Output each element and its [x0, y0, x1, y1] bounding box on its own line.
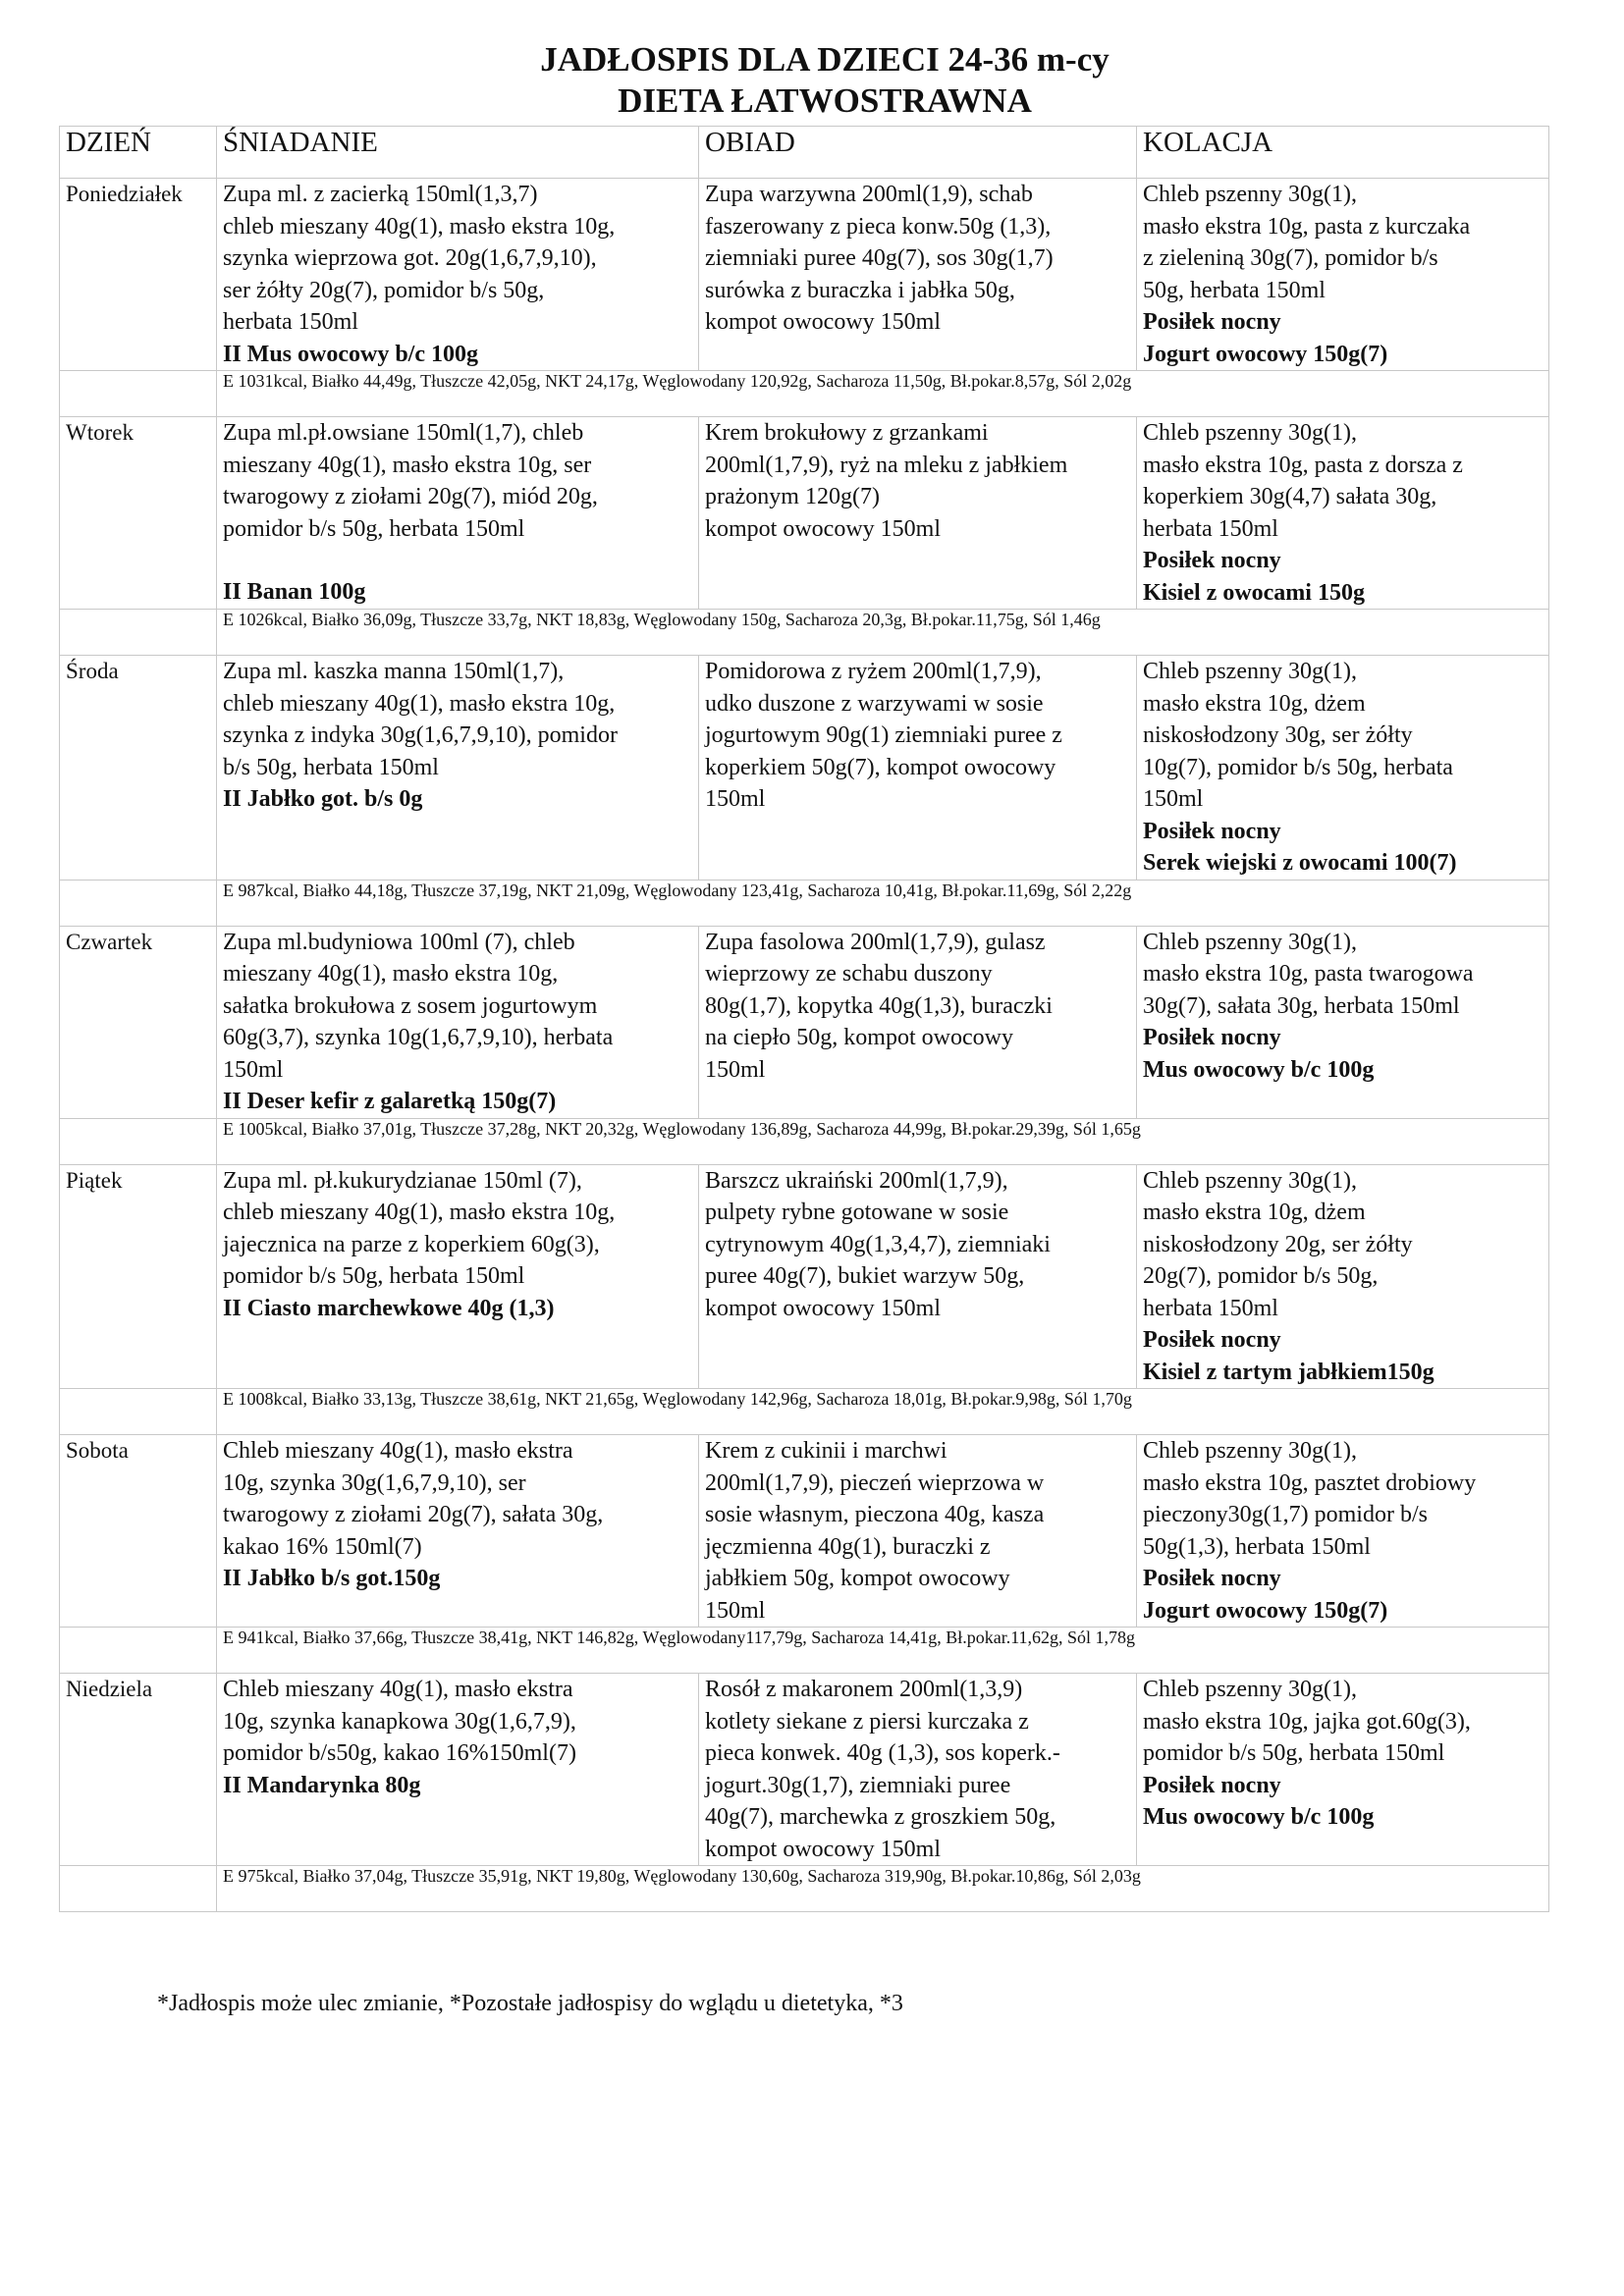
meal-item: prażonym 120g(7)	[705, 484, 880, 509]
meal-item: jogurt.30g(1,7), ziemniaki puree	[705, 1772, 1011, 1798]
meal-item-highlight: II Banan 100g	[223, 579, 366, 605]
meal-item: niskosłodzony 20g, ser żółty	[1143, 1231, 1413, 1257]
title-line-2: DIETA ŁATWOSTRAWNA	[618, 81, 1032, 120]
meal-item-highlight: II Deser kefir z galaretką 150g(7)	[223, 1089, 557, 1114]
meal-item: pomidor b/s 50g, herbata 150ml	[1143, 1740, 1445, 1766]
day-row	[60, 1674, 1549, 1866]
meal-item: mieszany 40g(1), masło ekstra 10g,	[223, 961, 559, 987]
meal-item: jogurtowym 90g(1) ziemniaki puree z	[705, 722, 1062, 748]
meal-item: faszerowany z pieca konw.50g (1,3),	[705, 213, 1052, 240]
dinner-cell	[1137, 926, 1549, 1118]
meal-item-highlight: Jogurt owocowy 150g(7)	[1143, 1597, 1388, 1624]
dinner-cell	[1137, 179, 1549, 371]
meal-item: 200ml(1,7,9), ryż na mleku z jabłkiem	[705, 452, 1068, 478]
blank-line	[223, 545, 692, 576]
nutrition-summary: E 975kcal, Białko 37,04g, Tłuszcze 35,91g, NKT 19,80g, Węglowodany 130,60g, Sacharoza 319,90g, Bł.pokar.10,86g, Sól 2,03g	[217, 1866, 1549, 1912]
meal-item-highlight: II Jabłko got. b/s 0g	[223, 786, 423, 812]
meal-item: jabłkiem 50g, kompot owocowy	[705, 1566, 1010, 1591]
meal-item-highlight: II Ciasto marchewkowe 40g (1,3)	[223, 1295, 555, 1321]
meal-item: sosie własnym, pieczona 40g, kasza	[705, 1502, 1045, 1527]
meal-item: masło ekstra 10g, dżem	[1143, 690, 1366, 717]
meal-item: 150ml	[705, 786, 766, 812]
day-row	[60, 179, 1549, 371]
meal-item: pulpety rybne gotowane w sosie	[705, 1200, 1009, 1225]
meal-item: pomidor b/s50g, kakao 16%150ml(7)	[223, 1740, 576, 1766]
meal-item: koperkiem 50g(7), kompot owocowy	[705, 754, 1056, 780]
meal-item: 80g(1,7), kopytka 40g(1,3), buraczki	[705, 992, 1053, 1019]
nutrition-row	[60, 1628, 1549, 1674]
meal-item-highlight: II Mus owocowy b/c 100g	[223, 341, 479, 367]
meal-item: 30g(7), sałata 30g, herbata 150ml	[1143, 992, 1460, 1019]
meal-item: pomidor b/s 50g, herbata 150ml	[223, 515, 525, 542]
meal-item-highlight: Posiłek nocny	[1143, 548, 1281, 573]
meal-item: jęczmienna 40g(1), buraczki z	[705, 1533, 991, 1560]
meal-item: Zupa ml. pł.kukurydzianae 150ml (7),	[223, 1167, 582, 1194]
meal-item-highlight: Serek wiejski z owocami 100(7)	[1143, 850, 1457, 876]
nutrition-summary: E 941kcal, Białko 37,66g, Tłuszcze 38,41g, NKT 146,82g, Węglowodany117,79g, Sacharoza 14,41g, Bł.pokar.11,62g, Sól 1,78g	[217, 1628, 1549, 1674]
meal-item-highlight: Kisiel z owocami 150g	[1143, 579, 1365, 606]
dinner-cell	[1137, 417, 1549, 610]
meal-item: 150ml	[1143, 786, 1204, 812]
day-row	[60, 417, 1549, 610]
meal-item: pieca konwek. 40g (1,3), sos koperk.-	[705, 1740, 1060, 1766]
meal-item: wieprzowy ze schabu duszony	[705, 961, 993, 987]
nutrition-row	[60, 610, 1549, 656]
meal-item-highlight: II Jabłko b/s got.150g	[223, 1566, 441, 1591]
day-name: Piątek	[60, 1164, 217, 1389]
day-name: Wtorek	[60, 417, 217, 610]
meal-item: chleb mieszany 40g(1), masło ekstra 10g,	[223, 213, 616, 240]
meal-item: Zupa ml. kaszka manna 150ml(1,7),	[223, 659, 565, 684]
meal-item: ziemniaki puree 40g(7), sos 30g(1,7)	[705, 245, 1054, 271]
meal-item-highlight: Posiłek nocny	[1143, 818, 1281, 844]
nutrition-spacer	[60, 1389, 217, 1435]
breakfast-cell	[217, 1674, 699, 1866]
nutrition-row	[60, 1866, 1549, 1912]
nutrition-row	[60, 1389, 1549, 1435]
meal-item: Pomidorowa z ryżem 200ml(1,7,9),	[705, 659, 1042, 684]
meal-item: 10g, szynka kanapkowa 30g(1,6,7,9),	[223, 1708, 576, 1735]
meal-item: herbata 150ml	[223, 309, 358, 335]
menu-table	[59, 126, 1549, 1912]
meal-item: chleb mieszany 40g(1), masło ekstra 10g,	[223, 1200, 616, 1225]
dinner-cell	[1137, 1674, 1549, 1866]
lunch-cell	[699, 1435, 1137, 1628]
lunch-cell	[699, 1164, 1137, 1389]
breakfast-cell	[217, 417, 699, 610]
meal-item: Chleb pszenny 30g(1),	[1143, 420, 1357, 446]
meal-item: 60g(3,7), szynka 10g(1,6,7,9,10), herbata	[223, 1025, 614, 1050]
breakfast-cell	[217, 179, 699, 371]
meal-item: b/s 50g, herbata 150ml	[223, 754, 439, 780]
day-row	[60, 1164, 1549, 1389]
header-breakfast: ŚNIADANIE	[217, 127, 699, 179]
nutrition-spacer	[60, 610, 217, 656]
breakfast-cell	[217, 926, 699, 1118]
lunch-cell	[699, 656, 1137, 881]
meal-item: 150ml	[705, 1056, 766, 1083]
meal-item: Krem brokułowy z grzankami	[705, 420, 989, 446]
lunch-cell	[699, 179, 1137, 371]
dinner-cell	[1137, 656, 1549, 881]
meal-item-highlight: Mus owocowy b/c 100g	[1143, 1804, 1375, 1830]
nutrition-summary: E 1008kcal, Białko 33,13g, Tłuszcze 38,61g, NKT 21,65g, Węglowodany 142,96g, Sacharoza 18,01g, Bł.pokar.9,98g, Sól 1,70g	[217, 1389, 1549, 1435]
day-row	[60, 926, 1549, 1118]
meal-item: kompot owocowy 150ml	[705, 1836, 941, 1862]
meal-item: 50g, herbata 150ml	[1143, 277, 1326, 303]
title-line-1: JADŁOSPIS DLA DZIECI 24-36 m-cy	[540, 40, 1110, 79]
meal-item: koperkiem 30g(4,7) sałata 30g,	[1143, 484, 1437, 509]
meal-item: niskosłodzony 30g, ser żółty	[1143, 722, 1413, 748]
day-name: Czwartek	[60, 926, 217, 1118]
meal-item: masło ekstra 10g, pasztet drobiowy	[1143, 1469, 1477, 1496]
meal-item: Chleb mieszany 40g(1), masło ekstra	[223, 1438, 573, 1464]
meal-item: masło ekstra 10g, pasta z kurczaka	[1143, 213, 1471, 240]
nutrition-row	[60, 1118, 1549, 1164]
meal-item: chleb mieszany 40g(1), masło ekstra 10g,	[223, 690, 616, 717]
day-name: Środa	[60, 656, 217, 881]
breakfast-cell	[217, 1164, 699, 1389]
meal-item: 150ml	[223, 1056, 284, 1083]
meal-item: szynka wieprzowa got. 20g(1,6,7,9,10),	[223, 245, 597, 271]
meal-item: Zupa ml.budyniowa 100ml (7), chleb	[223, 929, 575, 955]
meal-item: Barszcz ukraiński 200ml(1,7,9),	[705, 1167, 1008, 1194]
meal-item-highlight: Mus owocowy b/c 100g	[1143, 1056, 1375, 1083]
header-day: DZIEŃ	[60, 127, 217, 179]
meal-item-highlight: Posiłek nocny	[1143, 1772, 1281, 1798]
meal-item-highlight: II Mandarynka 80g	[223, 1772, 421, 1798]
meal-item: na ciepło 50g, kompot owocowy	[705, 1025, 1013, 1050]
nutrition-spacer	[60, 371, 217, 417]
nutrition-summary: E 1031kcal, Białko 44,49g, Tłuszcze 42,05g, NKT 24,17g, Węglowodany 120,92g, Sacharoza 11,50g, Bł.pokar.8,57g, Sól 2,02g	[217, 371, 1549, 417]
meal-item: puree 40g(7), bukiet warzyw 50g,	[705, 1263, 1025, 1289]
meal-item: pomidor b/s 50g, herbata 150ml	[223, 1263, 525, 1289]
nutrition-summary: E 987kcal, Białko 44,18g, Tłuszcze 37,19g, NKT 21,09g, Węglowodany 123,41g, Sacharoza 10,41g, Bł.pokar.11,69g, Sól 2,22g	[217, 880, 1549, 926]
lunch-cell	[699, 926, 1137, 1118]
meal-item: Zupa fasolowa 200ml(1,7,9), gulasz	[705, 929, 1046, 955]
meal-item-highlight: Kisiel z tartym jabłkiem150g	[1143, 1359, 1435, 1385]
meal-item: 10g(7), pomidor b/s 50g, herbata	[1143, 754, 1453, 780]
meal-item: Chleb pszenny 30g(1),	[1143, 1677, 1357, 1702]
header-lunch: OBIAD	[699, 127, 1137, 179]
nutrition-summary: E 1026kcal, Białko 36,09g, Tłuszcze 33,7g, NKT 18,83g, Węglowodany 150g, Sacharoza 20,3g, Bł.pokar.11,75g, Sól 1,46g	[217, 610, 1549, 656]
nutrition-summary: E 1005kcal, Białko 37,01g, Tłuszcze 37,28g, NKT 20,32g, Węglowodany 136,89g, Sacharoza 44,99g, Bł.pokar.29,39g, Sól 1,65g	[217, 1118, 1549, 1164]
meal-item: 50g(1,3), herbata 150ml	[1143, 1533, 1371, 1560]
header-dinner: KOLACJA	[1137, 127, 1549, 179]
day-name: Niedziela	[60, 1674, 217, 1866]
meal-item: Zupa ml.pł.owsiane 150ml(1,7), chleb	[223, 420, 584, 446]
breakfast-cell	[217, 656, 699, 881]
meal-item: 200ml(1,7,9), pieczeń wieprzowa w	[705, 1469, 1045, 1496]
day-row	[60, 1435, 1549, 1628]
meal-item: Chleb pszenny 30g(1),	[1143, 659, 1357, 684]
meal-item: pieczony30g(1,7) pomidor b/s	[1143, 1502, 1428, 1527]
meal-item: 40g(7), marchewka z groszkiem 50g,	[705, 1804, 1056, 1830]
meal-item: masło ekstra 10g, dżem	[1143, 1200, 1366, 1225]
meal-item: twarogowy z ziołami 20g(7), miód 20g,	[223, 484, 598, 509]
meal-item-highlight: Posiłek nocny	[1143, 1566, 1281, 1591]
meal-item-highlight: Posiłek nocny	[1143, 1025, 1281, 1050]
meal-item: udko duszone z warzywami w sosie	[705, 690, 1044, 717]
nutrition-spacer	[60, 880, 217, 926]
meal-item: mieszany 40g(1), masło ekstra 10g, ser	[223, 452, 592, 478]
breakfast-cell	[217, 1435, 699, 1628]
meal-item: Zupa ml. z zacierką 150ml(1,3,7)	[223, 182, 538, 207]
footer-note: *Jadłospis może ulec zmianie, *Pozostałe jadłospisy do wglądu u dietetyka, *3	[157, 1991, 903, 2016]
meal-item: Zupa warzywna 200ml(1,9), schab	[705, 182, 1033, 207]
day-name: Sobota	[60, 1435, 217, 1628]
nutrition-spacer	[60, 1118, 217, 1164]
header-row	[60, 127, 1549, 179]
day-row	[60, 656, 1549, 881]
day-name: Poniedziałek	[60, 179, 217, 371]
meal-item: masło ekstra 10g, pasta twarogowa	[1143, 961, 1474, 987]
meal-item-highlight: Posiłek nocny	[1143, 1327, 1281, 1353]
meal-item: 150ml	[705, 1597, 766, 1624]
meal-item: kakao 16% 150ml(7)	[223, 1533, 422, 1560]
meal-item: 10g, szynka 30g(1,6,7,9,10), ser	[223, 1469, 526, 1496]
meal-item: Chleb pszenny 30g(1),	[1143, 929, 1357, 955]
nutrition-spacer	[60, 1628, 217, 1674]
meal-item: Chleb pszenny 30g(1),	[1143, 182, 1357, 207]
meal-item: 20g(7), pomidor b/s 50g,	[1143, 1263, 1379, 1289]
meal-item: kompot owocowy 150ml	[705, 309, 941, 335]
meal-item: Chleb pszenny 30g(1),	[1143, 1167, 1357, 1194]
meal-item: masło ekstra 10g, jajka got.60g(3),	[1143, 1708, 1471, 1735]
nutrition-row	[60, 880, 1549, 926]
meal-item: kompot owocowy 150ml	[705, 1295, 941, 1321]
meal-item: herbata 150ml	[1143, 1295, 1278, 1321]
dinner-cell	[1137, 1435, 1549, 1628]
nutrition-spacer	[60, 1866, 217, 1912]
meal-item: Krem z cukinii i marchwi	[705, 1438, 947, 1464]
meal-item: ser żółty 20g(7), pomidor b/s 50g,	[223, 277, 545, 303]
meal-item: twarogowy z ziołami 20g(7), sałata 30g,	[223, 1502, 604, 1527]
meal-item: cytrynowym 40g(1,3,4,7), ziemniaki	[705, 1231, 1051, 1257]
dinner-cell	[1137, 1164, 1549, 1389]
document-title	[0, 39, 1624, 122]
meal-item: kotlety siekane z piersi kurczaka z	[705, 1708, 1029, 1735]
meal-item: szynka z indyka 30g(1,6,7,9,10), pomidor	[223, 722, 618, 748]
lunch-cell	[699, 417, 1137, 610]
meal-item: Chleb mieszany 40g(1), masło ekstra	[223, 1677, 573, 1702]
meal-item: masło ekstra 10g, pasta z dorsza z	[1143, 452, 1463, 478]
meal-item: herbata 150ml	[1143, 515, 1278, 542]
meal-item: surówka z buraczka i jabłka 50g,	[705, 277, 1015, 303]
lunch-cell	[699, 1674, 1137, 1866]
meal-item: Chleb pszenny 30g(1),	[1143, 1438, 1357, 1464]
meal-item: sałatka brokułowa z sosem jogurtowym	[223, 992, 598, 1019]
meal-item: Rosół z makaronem 200ml(1,3,9)	[705, 1677, 1023, 1702]
meal-item-highlight: Jogurt owocowy 150g(7)	[1143, 341, 1388, 367]
nutrition-row	[60, 371, 1549, 417]
meal-item: z zieleniną 30g(7), pomidor b/s	[1143, 245, 1438, 271]
meal-item: jajecznica na parze z koperkiem 60g(3),	[223, 1231, 600, 1257]
meal-item: kompot owocowy 150ml	[705, 515, 941, 542]
meal-item-highlight: Posiłek nocny	[1143, 309, 1281, 335]
